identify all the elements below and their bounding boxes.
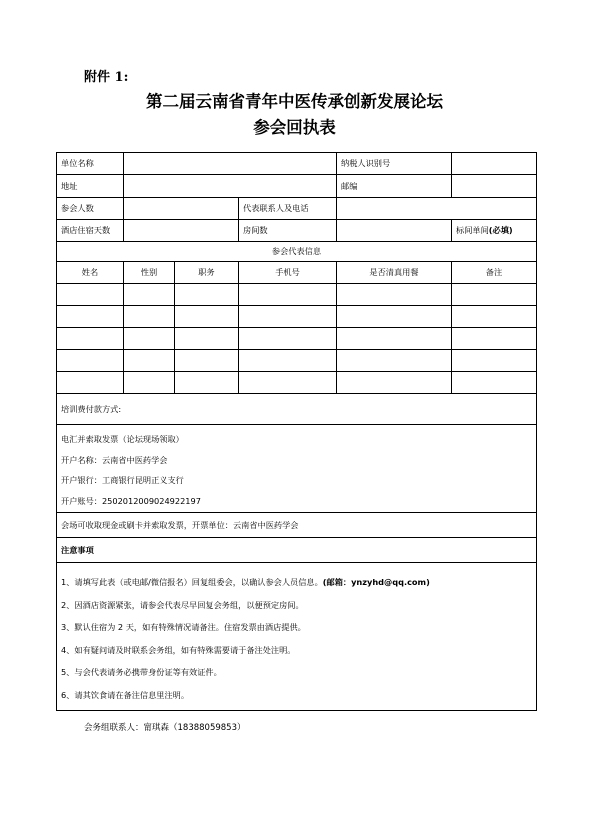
name-cell[interactable] xyxy=(57,306,124,328)
registration-form xyxy=(56,152,537,711)
attendee-count-label: 参会人数 xyxy=(57,198,124,220)
required-tag: (必填) xyxy=(488,225,513,235)
account-number: 2502012009024922197 xyxy=(101,495,201,506)
taxpayer-id-field[interactable] xyxy=(452,153,537,175)
room-count-field[interactable] xyxy=(337,220,452,242)
table-row xyxy=(57,284,537,306)
position-cell[interactable] xyxy=(175,306,239,328)
gender-cell[interactable] xyxy=(124,284,175,306)
postcode-field[interactable] xyxy=(452,175,537,198)
name-cell[interactable] xyxy=(57,372,124,394)
remark-cell[interactable] xyxy=(452,350,537,372)
account-name-line: 开户名称：云南省中医药学会 xyxy=(61,454,168,465)
table-row xyxy=(57,372,537,394)
column-header: 手机号 xyxy=(239,262,337,284)
postcode-label: 邮编 xyxy=(337,175,452,198)
remark-cell[interactable] xyxy=(452,372,537,394)
address-field[interactable] xyxy=(124,175,337,198)
taxpayer-id-label: 纳税人识别号 xyxy=(337,153,452,175)
position-cell[interactable] xyxy=(175,328,239,350)
halal-cell[interactable] xyxy=(337,372,452,394)
position-cell[interactable] xyxy=(175,350,239,372)
footer-contact: 会务组联系人：甯琪森（18388059853） xyxy=(84,723,246,733)
unit-name-label: 单位名称 xyxy=(57,153,124,175)
attendee-count-field[interactable] xyxy=(124,198,239,220)
email-text: (邮箱：ynzyhd@qq.com) xyxy=(322,577,430,587)
document-title: 第二届云南省青年中医传承创新发展论坛 xyxy=(146,92,443,111)
column-header: 性别 xyxy=(124,262,175,284)
note-item: 3、默认住宿为 2 天，如有特殊情况请备注。住宿发票由酒店提供。 xyxy=(61,622,306,633)
remark-cell[interactable] xyxy=(452,328,537,350)
note-item: 4、如有疑问请及时联系会务组，如有特殊需要请于备注处注明。 xyxy=(61,644,296,655)
unit-name-field[interactable] xyxy=(124,153,337,175)
note-item: 5、与会代表请务必携带身份证等有效证件。 xyxy=(61,667,222,678)
name-cell[interactable] xyxy=(57,328,124,350)
document-subtitle: 参会回执表 xyxy=(253,118,336,137)
room-count-label: 房间数 xyxy=(239,220,337,242)
phone-cell[interactable] xyxy=(239,306,337,328)
bank-info xyxy=(57,425,537,513)
position-cell[interactable] xyxy=(175,284,239,306)
column-header: 姓名 xyxy=(57,262,124,284)
column-header: 备注 xyxy=(452,262,537,284)
halal-cell[interactable] xyxy=(337,284,452,306)
halal-cell[interactable] xyxy=(337,306,452,328)
gender-cell[interactable] xyxy=(124,350,175,372)
onsite-note: 会场可收取现金或刷卡并索取发票，开票单位：云南省中医药学会 xyxy=(57,513,537,538)
name-cell[interactable] xyxy=(57,350,124,372)
halal-cell[interactable] xyxy=(337,350,452,372)
notes-list xyxy=(57,563,537,711)
note-item: 6、请其饮食请在备注信息里注明。 xyxy=(61,689,190,700)
table-row xyxy=(57,306,537,328)
gender-cell[interactable] xyxy=(124,372,175,394)
room-type-text: 标间单间 xyxy=(456,225,489,235)
column-header: 职务 xyxy=(175,262,239,284)
phone-cell[interactable] xyxy=(239,284,337,306)
note-item: 1、请填写此表（或电邮/微信报名）回复组委会，以确认参会人员信息。(邮箱：ynzyhd@qq.com) xyxy=(61,577,430,587)
contact-label: 代表联系人及电话 xyxy=(239,198,337,220)
attachment-label: 附件 1: xyxy=(84,70,129,85)
remark-cell[interactable] xyxy=(452,284,537,306)
phone-cell[interactable] xyxy=(239,328,337,350)
account-number-label: 开户账号： xyxy=(61,495,102,506)
table-row xyxy=(57,350,537,372)
remark-cell[interactable] xyxy=(452,306,537,328)
account-number-line xyxy=(61,491,532,512)
position-cell[interactable] xyxy=(175,372,239,394)
hotel-days-label: 酒店住宿天数 xyxy=(57,220,124,242)
notes-title: 注意事项 xyxy=(57,538,537,563)
column-header: 是否清真用餐 xyxy=(337,262,452,284)
phone-cell[interactable] xyxy=(239,350,337,372)
transfer-line: 电汇并索取发票（论坛现场领取） xyxy=(61,434,184,444)
halal-cell[interactable] xyxy=(337,328,452,350)
payment-method-label: 培训费付款方式: xyxy=(57,394,537,425)
phone-cell[interactable] xyxy=(239,372,337,394)
table-row xyxy=(57,328,537,350)
gender-cell[interactable] xyxy=(124,306,175,328)
room-type-label xyxy=(452,220,537,242)
gender-cell[interactable] xyxy=(124,328,175,350)
address-label: 地址 xyxy=(57,175,124,198)
name-cell[interactable] xyxy=(57,284,124,306)
note-item: 2、因酒店资源紧张，请参会代表尽早回复会务组，以便预定房间。 xyxy=(61,599,304,610)
hotel-days-field[interactable] xyxy=(124,220,239,242)
bank-name-line: 开户银行：工商银行昆明正义支行 xyxy=(61,475,184,486)
delegate-info-header: 参会代表信息 xyxy=(57,242,537,262)
contact-field[interactable] xyxy=(337,198,537,220)
